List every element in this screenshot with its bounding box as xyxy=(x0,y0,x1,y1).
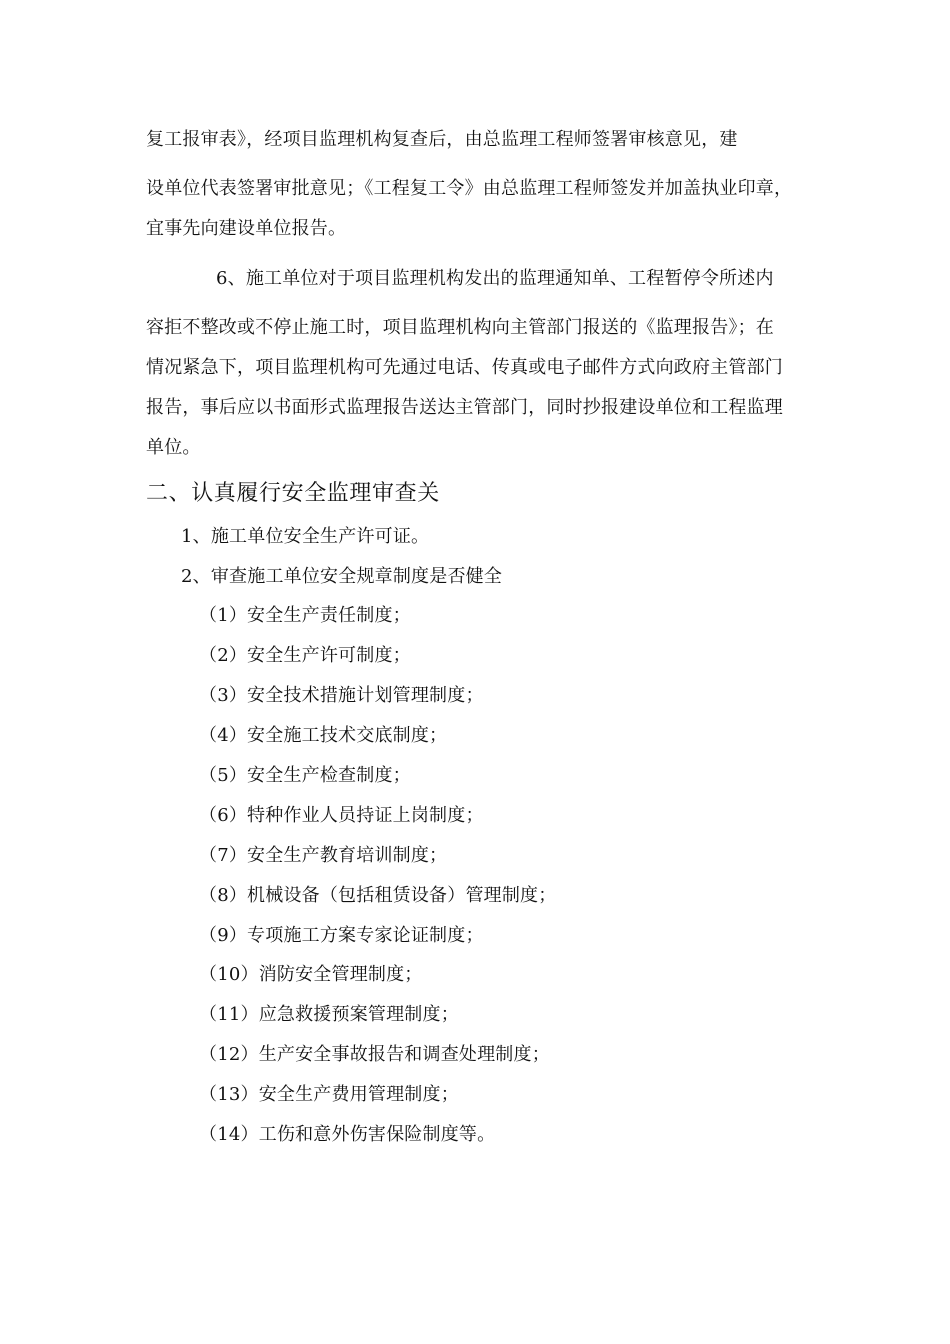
section-heading: 二、认真履行安全监理审查关 xyxy=(146,481,440,506)
list-item: （8）机械设备（包括租赁设备）管理制度； xyxy=(199,885,557,906)
list-item: （11）应急救援预案管理制度； xyxy=(199,1004,459,1025)
list-item: （1）安全生产责任制度； xyxy=(199,605,411,626)
list-item: （10）消防安全管理制度； xyxy=(199,964,423,985)
list-item: （14）工伤和意外伤害保险制度等。 xyxy=(199,1124,496,1145)
paragraph-line: 报告，事后应以书面形式监理报告送达主管部门，同时抄报建设单位和工程监理 xyxy=(146,397,783,418)
paragraph-line: 单位。 xyxy=(146,437,201,458)
list-item: （13）安全生产费用管理制度； xyxy=(199,1084,459,1105)
list-item: （5）安全生产检查制度； xyxy=(199,765,411,786)
paragraph-line: 容拒不整改或不停止施工时，项目监理机构向主管部门报送的《监理报告》；在 xyxy=(146,317,774,338)
list-item: （3）安全技术措施计划管理制度； xyxy=(199,685,484,706)
paragraph-line: 设单位代表签署审批意见；《工程复工令》由总监理工程师签发并加盖执业印章， xyxy=(146,178,793,199)
paragraph-line: 6、施工单位对于项目监理机构发出的监理通知单、工程暂停令所述内 xyxy=(216,268,774,289)
list-item: 2、审查施工单位安全规章制度是否健全 xyxy=(181,566,503,587)
list-item: （9）专项施工方案专家论证制度； xyxy=(199,925,484,946)
paragraph-line: 复工报审表》，经项目监理机构复查后，由总监理工程师签署审核意见，建 xyxy=(146,129,738,150)
paragraph-line: 情况紧急下，项目监理机构可先通过电话、传真或电子邮件方式向政府主管部门 xyxy=(146,357,783,378)
list-item: （4）安全施工技术交底制度； xyxy=(199,725,448,746)
list-item: 1、施工单位安全生产许可证。 xyxy=(181,526,430,547)
list-item: （12）生产安全事故报告和调查处理制度； xyxy=(199,1044,550,1065)
paragraph-line: 宜事先向建设单位报告。 xyxy=(146,218,347,239)
list-item: （6）特种作业人员持证上岗制度； xyxy=(199,805,484,826)
list-item: （2）安全生产许可制度； xyxy=(199,645,411,666)
list-item: （7）安全生产教育培训制度； xyxy=(199,845,448,866)
